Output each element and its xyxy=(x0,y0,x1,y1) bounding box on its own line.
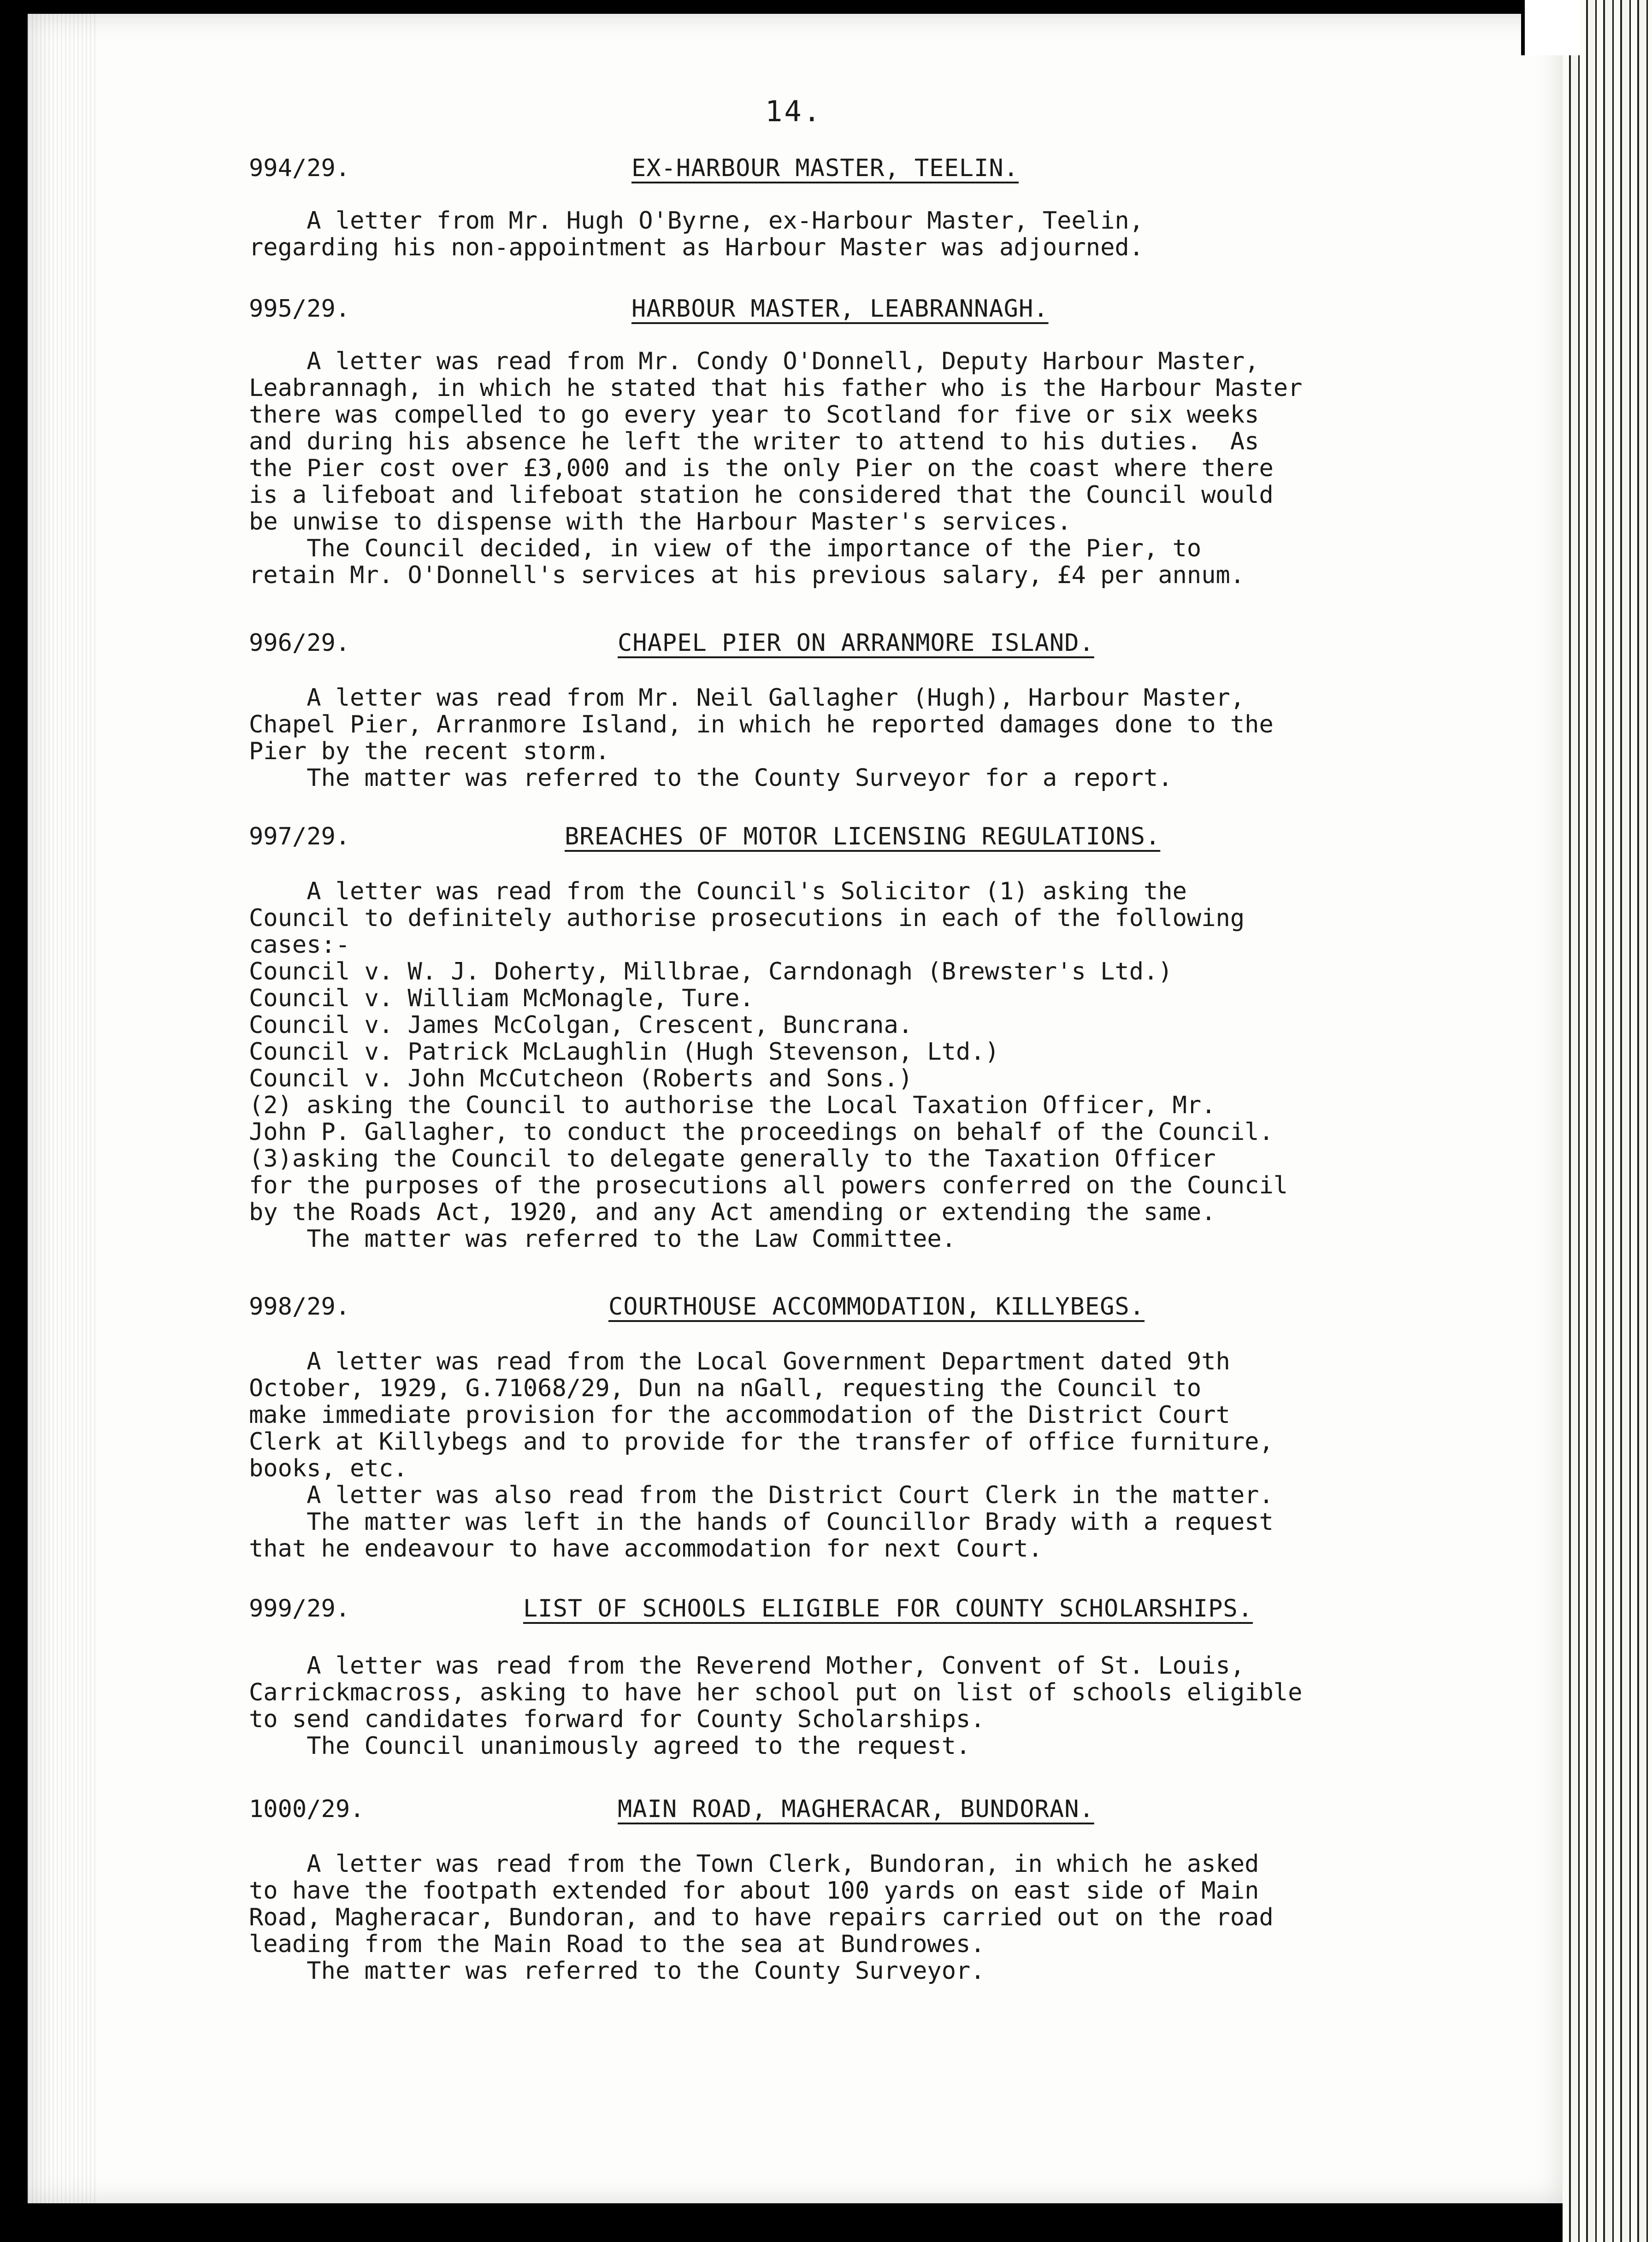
minute-body xyxy=(249,878,1457,1252)
text-line: Chapel Pier, Arranmore Island, in which he reported damages done to the xyxy=(249,711,1274,738)
text-line: The matter was referred to the Law Committee. xyxy=(249,1225,956,1253)
stacked-pages-edge xyxy=(1563,0,1652,2242)
minute-ref: 994/29. xyxy=(249,154,350,182)
minute-body xyxy=(249,207,1457,261)
text-line: that he endeavour to have accommodation for next Court. xyxy=(249,1535,1043,1563)
minute-heading: BREACHES OF MOTOR LICENSING REGULATIONS. xyxy=(565,823,1161,850)
text-line: be unwise to dispense with the Harbour Master's services. xyxy=(249,508,1072,536)
text-line: A letter was read from Mr. Neil Gallagher (Hugh), Harbour Master, xyxy=(249,684,1245,712)
minute-ref: 999/29. xyxy=(249,1595,350,1622)
text-line: Council v. William McMonagle, Ture. xyxy=(249,985,754,1012)
page-corner xyxy=(1521,0,1580,55)
text-line: The Council unanimously agreed to the request. xyxy=(249,1732,971,1760)
minute-ref: 1000/29. xyxy=(249,1795,365,1823)
minute-ref: 996/29. xyxy=(249,629,350,657)
minute-heading: LIST OF SCHOOLS ELIGIBLE FOR COUNTY SCHOLARSHIPS. xyxy=(523,1595,1253,1622)
text-line: leading from the Main Road to the sea at Bundrowes. xyxy=(249,1930,985,1958)
text-line: for the purposes of the prosecutions all powers conferred on the Council xyxy=(249,1172,1288,1199)
text-line: The Council decided, in view of the importance of the Pier, to xyxy=(249,535,1202,562)
text-line: Carrickmacross, asking to have her school put on list of schools eligible xyxy=(249,1679,1303,1706)
text-line: The matter was referred to the County Surveyor. xyxy=(249,1957,985,1985)
minute-heading: EX-HARBOUR MASTER, TEELIN. xyxy=(631,154,1019,182)
text-line: the Pier cost over £3,000 and is the only Pier on the coast where there xyxy=(249,454,1274,482)
minute-body xyxy=(249,1652,1457,1759)
minute-ref: 997/29. xyxy=(249,823,350,850)
text-line: October, 1929, G.71068/29, Dun na nGall, requesting the Council to xyxy=(249,1375,1202,1402)
minute-ref: 995/29. xyxy=(249,295,350,323)
text-line: Council v. John McCutcheon (Roberts and Sons.) xyxy=(249,1065,913,1092)
text-line: retain Mr. O'Donnell's services at his previous salary, £4 per annum. xyxy=(249,561,1245,589)
text-line: is a lifeboat and lifeboat station he considered that the Council would xyxy=(249,481,1274,509)
text-line: books, etc. xyxy=(249,1455,408,1482)
text-line: by the Roads Act, 1920, and any Act amending or extending the same. xyxy=(249,1198,1216,1226)
text-line: Pier by the recent storm. xyxy=(249,738,610,765)
text-line: A letter from Mr. Hugh O'Byrne, ex-Harbour Master, Teelin, xyxy=(249,207,1144,235)
text-line: regarding his non-appointment as Harbour Master was adjourned. xyxy=(249,234,1144,261)
text-line: to send candidates forward for County Scholarships. xyxy=(249,1705,985,1733)
minute-body xyxy=(249,1348,1457,1562)
text-line: to have the footpath extended for about 100 yards on east side of Main xyxy=(249,1877,1259,1905)
minute-heading: MAIN ROAD, MAGHERACAR, BUNDORAN. xyxy=(618,1795,1094,1823)
text-line: A letter was read from Mr. Condy O'Donnell, Deputy Harbour Master, xyxy=(249,348,1259,375)
minute-body xyxy=(249,684,1457,791)
minute-heading: CHAPEL PIER ON ARRANMORE ISLAND. xyxy=(618,629,1094,657)
text-line: Council v. Patrick McLaughlin (Hugh Stevenson, Ltd.) xyxy=(249,1038,999,1066)
text-line: John P. Gallagher, to conduct the proceedings on behalf of the Council. xyxy=(249,1118,1274,1146)
text-line: A letter was read from the Reverend Mother, Convent of St. Louis, xyxy=(249,1652,1245,1680)
text-line: there was compelled to go every year to Scotland for five or six weeks xyxy=(249,401,1259,429)
text-line: Council to definitely authorise prosecutions in each of the following xyxy=(249,904,1245,932)
text-line: The matter was left in the hands of Councillor Brady with a request xyxy=(249,1508,1274,1536)
text-line: A letter was read from the Local Government Department dated 9th xyxy=(249,1348,1230,1375)
text-line: Council v. James McColgan, Crescent, Buncrana. xyxy=(249,1011,913,1039)
text-line: and during his absence he left the writer to attend to his duties. As xyxy=(249,428,1259,455)
text-line: Clerk at Killybegs and to provide for the transfer of office furniture, xyxy=(249,1428,1274,1456)
text-line: A letter was read from the Council's Solicitor (1) asking the xyxy=(249,878,1187,905)
text-line: (2) asking the Council to authorise the Local Taxation Officer, Mr. xyxy=(249,1092,1216,1119)
minute-heading: COURTHOUSE ACCOMMODATION, KILLYBEGS. xyxy=(608,1293,1145,1321)
text-line: A letter was read from the Town Clerk, Bundoran, in which he asked xyxy=(249,1850,1259,1878)
text-line: cases:- xyxy=(249,931,350,959)
minute-heading: HARBOUR MASTER, LEABRANNAGH. xyxy=(631,295,1049,323)
minute-ref: 998/29. xyxy=(249,1293,350,1321)
text-line: make immediate provision for the accommodation of the District Court xyxy=(249,1401,1230,1429)
minute-body xyxy=(249,1851,1457,1984)
text-line: The matter was referred to the County Surveyor for a report. xyxy=(249,764,1173,792)
minute-body xyxy=(249,348,1457,589)
text-line: Leabrannagh, in which he stated that his father who is the Harbour Master xyxy=(249,374,1303,402)
text-line: Council v. W. J. Doherty, Millbrae, Carndonagh (Brewster's Ltd.) xyxy=(249,958,1173,985)
page-number: 14. xyxy=(765,94,822,128)
text-line: Road, Magheracar, Bundoran, and to have repairs carried out on the road xyxy=(249,1904,1274,1931)
text-line: A letter was also read from the District Court Clerk in the matter. xyxy=(249,1481,1274,1509)
scan-shadow-left xyxy=(28,14,97,2203)
text-line: (3)asking the Council to delegate generally to the Taxation Officer xyxy=(249,1145,1216,1173)
